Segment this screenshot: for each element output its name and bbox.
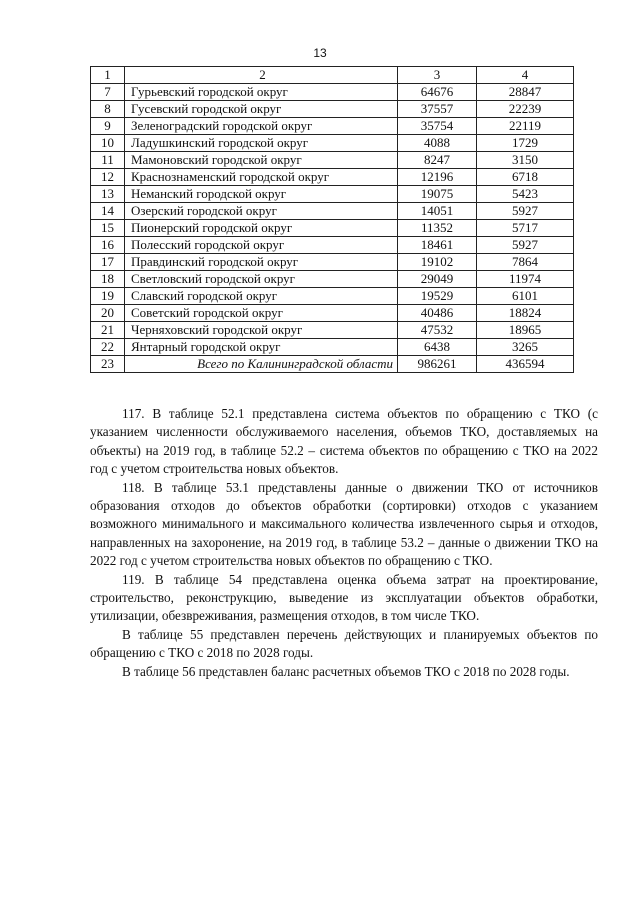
row-number-cell: 14 <box>91 203 125 220</box>
table-row <box>91 152 574 169</box>
table-row <box>91 322 574 339</box>
value-col3-cell: 18461 <box>398 237 477 254</box>
municipality-name-cell: Озерский городской округ <box>125 203 398 220</box>
row-number-cell: 22 <box>91 339 125 356</box>
municipality-name-cell: Краснознаменский городской округ <box>125 169 398 186</box>
paragraph-119: 119. В таблице 54 представлена оценка объема затрат на проектирование, строительство, реконструкцию, выведение из эксплуатации объектов обработки, утилизации, обезвреживания, размещения отходов, в том числе ТКО. <box>90 571 598 624</box>
value-col4-cell: 6718 <box>477 169 574 186</box>
value-col3-cell: 19102 <box>398 254 477 271</box>
table-row <box>91 101 574 118</box>
value-col4-cell: 1729 <box>477 135 574 152</box>
municipality-name-cell: Пионерский городской округ <box>125 220 398 237</box>
table-header-row <box>91 67 574 84</box>
row-number-cell: 17 <box>91 254 125 271</box>
waste-table <box>90 66 574 373</box>
value-col3-cell: 19075 <box>398 186 477 203</box>
table-row <box>91 339 574 356</box>
row-number-cell: 15 <box>91 220 125 237</box>
row-number-cell: 19 <box>91 288 125 305</box>
table-total-row <box>91 356 574 373</box>
value-col4-cell: 5423 <box>477 186 574 203</box>
value-col3-cell: 4088 <box>398 135 477 152</box>
value-col4-cell: 18824 <box>477 305 574 322</box>
paragraph-118: 118. В таблице 53.1 представлены данные о движении ТКО от источников образования отходов до объектов обработки (сортировки) отходов с указанием возможного минимального и максимального количества извлеченного сырья и отходов, направленных на захоронение, на 2019 год, в таблице 53.2 – данные о движении ТКО на 2022 год с учетом строительства новых объектов по обращению с ТКО. <box>90 479 598 569</box>
value-col4-cell: 5927 <box>477 203 574 220</box>
municipality-name-cell: Правдинский городской округ <box>125 254 398 271</box>
table-row <box>91 203 574 220</box>
municipality-name-cell: Гурьевский городской округ <box>125 84 398 101</box>
value-col3-cell: 40486 <box>398 305 477 322</box>
municipality-name-cell: Славский городской округ <box>125 288 398 305</box>
value-col4-cell: 7864 <box>477 254 574 271</box>
municipality-name-cell: Гусевский городской округ <box>125 101 398 118</box>
municipality-name-cell: Неманский городской округ <box>125 186 398 203</box>
row-number-cell: 8 <box>91 101 125 118</box>
header-cell-3: 3 <box>398 67 477 84</box>
paragraph-table-56: В таблице 56 представлен баланс расчетных объемов ТКО с 2018 по 2028 годы. <box>122 663 570 679</box>
row-number-cell: 23 <box>91 356 125 373</box>
municipality-name-cell: Ладушкинский городской округ <box>125 135 398 152</box>
row-number-cell: 9 <box>91 118 125 135</box>
value-col3-cell: 64676 <box>398 84 477 101</box>
paragraph-117: 117. В таблице 52.1 представлена система объектов по обращению с ТКО (с указанием численности обслуживаемого населения, объемов ТКО, доставляемых на объекты) на 2019 год, в таблице 52.2 – система объектов по обращению с ТКО на 2022 год с учетом строительства новых объектов. <box>90 406 598 477</box>
value-col3-cell: 35754 <box>398 118 477 135</box>
value-col4-cell: 6101 <box>477 288 574 305</box>
value-col4-cell: 5717 <box>477 220 574 237</box>
value-col3-cell: 37557 <box>398 101 477 118</box>
table-row <box>91 288 574 305</box>
municipality-name-cell: Янтарный городской округ <box>125 339 398 356</box>
value-col4-cell: 5927 <box>477 237 574 254</box>
body-text <box>90 405 598 681</box>
municipality-name-cell: Зеленоградский городской округ <box>125 118 398 135</box>
table-row <box>91 254 574 271</box>
row-number-cell: 10 <box>91 135 125 152</box>
value-col3-cell: 11352 <box>398 220 477 237</box>
value-col3-cell: 12196 <box>398 169 477 186</box>
table-row <box>91 186 574 203</box>
municipality-name-cell: Всего по Калининградской области <box>125 356 398 373</box>
value-col3-cell: 986261 <box>398 356 477 373</box>
row-number-cell: 20 <box>91 305 125 322</box>
row-number-cell: 11 <box>91 152 125 169</box>
value-col4-cell: 3150 <box>477 152 574 169</box>
value-col3-cell: 19529 <box>398 288 477 305</box>
header-cell-1: 1 <box>91 67 125 84</box>
municipality-name-cell: Советский городской округ <box>125 305 398 322</box>
value-col4-cell: 11974 <box>477 271 574 288</box>
row-number-cell: 7 <box>91 84 125 101</box>
row-number-cell: 12 <box>91 169 125 186</box>
row-number-cell: 13 <box>91 186 125 203</box>
table-row <box>91 237 574 254</box>
row-number-cell: 21 <box>91 322 125 339</box>
value-col4-cell: 28847 <box>477 84 574 101</box>
value-col3-cell: 47532 <box>398 322 477 339</box>
table-row <box>91 135 574 152</box>
value-col3-cell: 6438 <box>398 339 477 356</box>
value-col4-cell: 22119 <box>477 118 574 135</box>
value-col4-cell: 22239 <box>477 101 574 118</box>
value-col3-cell: 14051 <box>398 203 477 220</box>
row-number-cell: 18 <box>91 271 125 288</box>
municipality-name-cell: Черняховский городской округ <box>125 322 398 339</box>
table-row <box>91 84 574 101</box>
value-col3-cell: 8247 <box>398 152 477 169</box>
value-col4-cell: 436594 <box>477 356 574 373</box>
table-row <box>91 305 574 322</box>
value-col4-cell: 3265 <box>477 339 574 356</box>
municipality-name-cell: Мамоновский городской округ <box>125 152 398 169</box>
table-row <box>91 220 574 237</box>
municipality-name-cell: Светловский городской округ <box>125 271 398 288</box>
paragraph-table-55: В таблице 55 представлен перечень действующих и планируемых объектов по обращению с ТКО с 2018 по 2028 годы. <box>90 626 598 661</box>
header-cell-4: 4 <box>477 67 574 84</box>
value-col4-cell: 18965 <box>477 322 574 339</box>
table-row <box>91 169 574 186</box>
page-number: 13 <box>313 46 327 60</box>
municipality-name-cell: Полесский городской округ <box>125 237 398 254</box>
row-number-cell: 16 <box>91 237 125 254</box>
value-col3-cell: 29049 <box>398 271 477 288</box>
table-row <box>91 118 574 135</box>
table-row <box>91 271 574 288</box>
header-cell-2: 2 <box>125 67 398 84</box>
